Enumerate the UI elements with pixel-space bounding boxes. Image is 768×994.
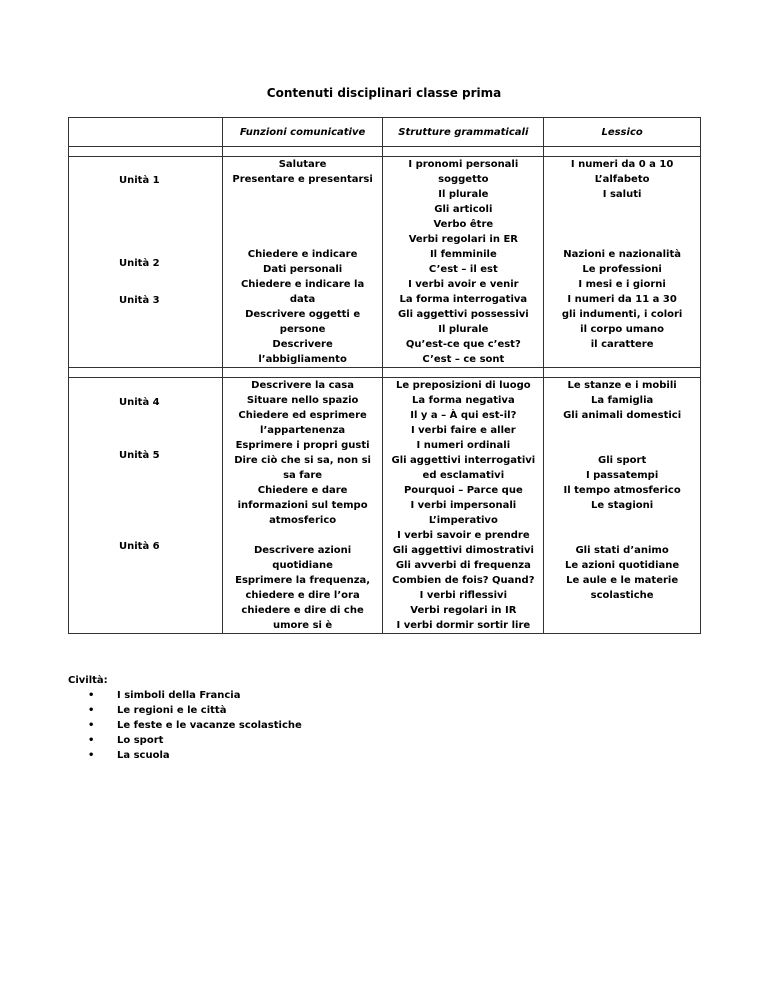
cell-line: l’appartenenza	[260, 425, 346, 436]
list-item: • I simboli della Francia	[68, 688, 302, 703]
cell-line: I saluti	[602, 189, 642, 200]
civilta-section	[68, 673, 302, 763]
cell-line: L’alfabeto	[594, 174, 650, 185]
list-item: • Le feste e le vacanze scolastiche	[68, 718, 302, 733]
cell-line: Dire ciò che si sa, non si	[234, 455, 371, 466]
cell-line: informazioni sul tempo	[237, 500, 368, 511]
cell-line: Gli aggettivi dimostrativi	[392, 545, 534, 556]
cell-line: Gli avverbi di frequenza	[395, 560, 531, 571]
cell-line: ed esclamativi	[422, 470, 505, 481]
cell-line: I mesi e i giorni	[578, 279, 666, 290]
cell-line: Pourquoi – Parce que	[403, 485, 523, 496]
cell-line: I verbi dormir sortir lire	[396, 620, 531, 631]
cell-line	[546, 513, 698, 528]
cell-line: Gli aggettivi interrogativi	[391, 455, 536, 466]
civilta-label: Civiltà:	[68, 675, 108, 686]
cell-line: I verbi faire e aller	[410, 425, 516, 436]
header-lessico: Lessico	[544, 118, 701, 147]
cell-line: persone	[279, 324, 326, 335]
cell-line: data	[289, 294, 316, 305]
cell-line: umore si è	[272, 620, 333, 631]
cell-line: Il plurale	[438, 324, 489, 335]
unit-label: Unità 6	[119, 541, 160, 552]
cell-line: Chiedere e indicare la	[240, 279, 365, 290]
cell-line	[546, 528, 698, 543]
cell-line: Gli articoli	[434, 204, 493, 215]
cell-line	[546, 603, 698, 618]
funzioni-cell-2	[222, 378, 383, 634]
cell-line: Nazioni e nazionalità	[563, 249, 681, 260]
cell-line	[546, 618, 698, 633]
cell-line: Il femminile	[429, 249, 497, 260]
cell-line	[546, 202, 698, 217]
content-table	[68, 117, 701, 634]
table-row-block1	[69, 157, 701, 368]
table-row-block2	[69, 378, 701, 634]
page-title: Contenuti disciplinari classe prima	[266, 86, 502, 100]
cell-line: Le azioni quotidiane	[565, 560, 680, 571]
cell-line: Verbi regolari in ER	[408, 234, 518, 245]
cell-line: I numeri ordinali	[416, 440, 511, 451]
cell-line: Le stagioni	[591, 500, 654, 511]
cell-line	[546, 232, 698, 247]
cell-line: scolastiche	[590, 590, 654, 601]
cell-line: I pronomi personali	[408, 159, 519, 170]
cell-line: l’abbigliamento	[258, 354, 347, 365]
cell-line: Gli stati d’animo	[575, 545, 669, 556]
cell-line: Il y a – À qui est-il?	[410, 410, 517, 421]
cell-line	[546, 438, 698, 453]
cell-line: chiedere e dire l’ora	[245, 590, 360, 601]
unit-label: Unità 4	[119, 397, 160, 408]
list-item: • La scuola	[68, 748, 302, 763]
list-item: • Lo sport	[68, 733, 302, 748]
list-item: • Le regioni e le città	[68, 703, 302, 718]
cell-line: chiedere e dire di che	[241, 605, 364, 616]
cell-line: Esprimere la frequenza,	[235, 575, 371, 586]
cell-line: Descrivere azioni	[253, 545, 352, 556]
cell-line: Gli animali domestici	[563, 410, 682, 421]
cell-line: I numeri da 0 a 10	[570, 159, 674, 170]
cell-line	[225, 187, 381, 202]
cell-line: I numeri da 11 a 30	[567, 294, 677, 305]
cell-line: C’est – ce sont	[422, 354, 505, 365]
cell-line	[546, 352, 698, 367]
cell-line: soggetto	[438, 174, 489, 185]
cell-line: Chiedere ed esprimere	[238, 410, 367, 421]
cell-line: La forma negativa	[412, 395, 515, 406]
cell-line: C’est – il est	[428, 264, 498, 275]
cell-line: Il plurale	[438, 189, 489, 200]
cell-line	[225, 528, 381, 543]
header-strutture: Strutture grammaticali	[383, 118, 544, 147]
cell-line: I verbi impersonali	[410, 500, 517, 511]
cell-line: atmosferico	[269, 515, 337, 526]
cell-line: Descrivere oggetti e	[245, 309, 361, 320]
cell-line: gli indumenti, i colori	[561, 309, 683, 320]
funzioni-cell-1	[222, 157, 383, 368]
cell-line: il carattere	[590, 339, 654, 350]
unit-label: Unità 3	[119, 295, 160, 306]
cell-line: Chiedere e indicare	[247, 249, 358, 260]
table-header-row	[69, 118, 701, 147]
cell-line: I verbi riflessivi	[419, 590, 508, 601]
strutture-cell-2	[383, 378, 544, 634]
cell-line: I passatempi	[585, 470, 659, 481]
cell-line: La famiglia	[590, 395, 654, 406]
cell-line: Presentare e presentarsi	[232, 174, 373, 185]
strutture-cell-1	[383, 157, 544, 368]
cell-line	[225, 202, 381, 217]
cell-line	[225, 232, 381, 247]
cell-line: Gli sport	[597, 455, 647, 466]
cell-line: Chiedere e dare	[257, 485, 348, 496]
cell-line: Esprimere i propri gusti	[235, 440, 370, 451]
units-cell-2	[69, 378, 223, 634]
cell-line: Salutare	[278, 159, 327, 170]
unit-label: Unità 2	[119, 258, 160, 269]
cell-line: I verbi avoir e venir	[408, 279, 519, 290]
lessico-cell-1	[544, 157, 701, 368]
cell-line: Verbo être	[433, 219, 494, 230]
cell-line: Le preposizioni di luogo	[396, 380, 531, 391]
unit-label: Unità 5	[119, 450, 160, 461]
cell-line: Le aule e le materie	[566, 575, 679, 586]
cell-line: Combien de fois? Quand?	[392, 575, 535, 586]
cell-line: Descrivere la casa	[251, 380, 355, 391]
cell-line: Le stanze e i mobili	[567, 380, 677, 391]
cell-line: Gli aggettivi possessivi	[397, 309, 529, 320]
cell-line: Il tempo atmosferico	[563, 485, 681, 496]
cell-line: Verbi regolari in IR	[410, 605, 517, 616]
cell-line: Qu’est-ce que c’est?	[405, 339, 521, 350]
units-cell-1	[69, 157, 223, 368]
cell-line: sa fare	[283, 470, 323, 481]
cell-line: il corpo umano	[580, 324, 665, 335]
header-empty	[69, 118, 223, 147]
cell-line: quotidiane	[272, 560, 333, 571]
cell-line: I verbi savoir e prendre	[397, 530, 530, 541]
cell-line: L’imperativo	[428, 515, 498, 526]
lessico-cell-2	[544, 378, 701, 634]
cell-line: Dati personali	[263, 264, 343, 275]
spacer-row	[69, 368, 701, 378]
spacer-row	[69, 147, 701, 157]
cell-line	[546, 217, 698, 232]
cell-line: Le professioni	[582, 264, 662, 275]
unit-label: Unità 1	[119, 175, 160, 186]
cell-line	[546, 423, 698, 438]
cell-line: La forma interrogativa	[399, 294, 528, 305]
cell-line	[225, 217, 381, 232]
header-funzioni: Funzioni comunicative	[222, 118, 383, 147]
civilta-list	[68, 688, 302, 763]
cell-line: Descrivere	[272, 339, 333, 350]
cell-line: Situare nello spazio	[246, 395, 359, 406]
